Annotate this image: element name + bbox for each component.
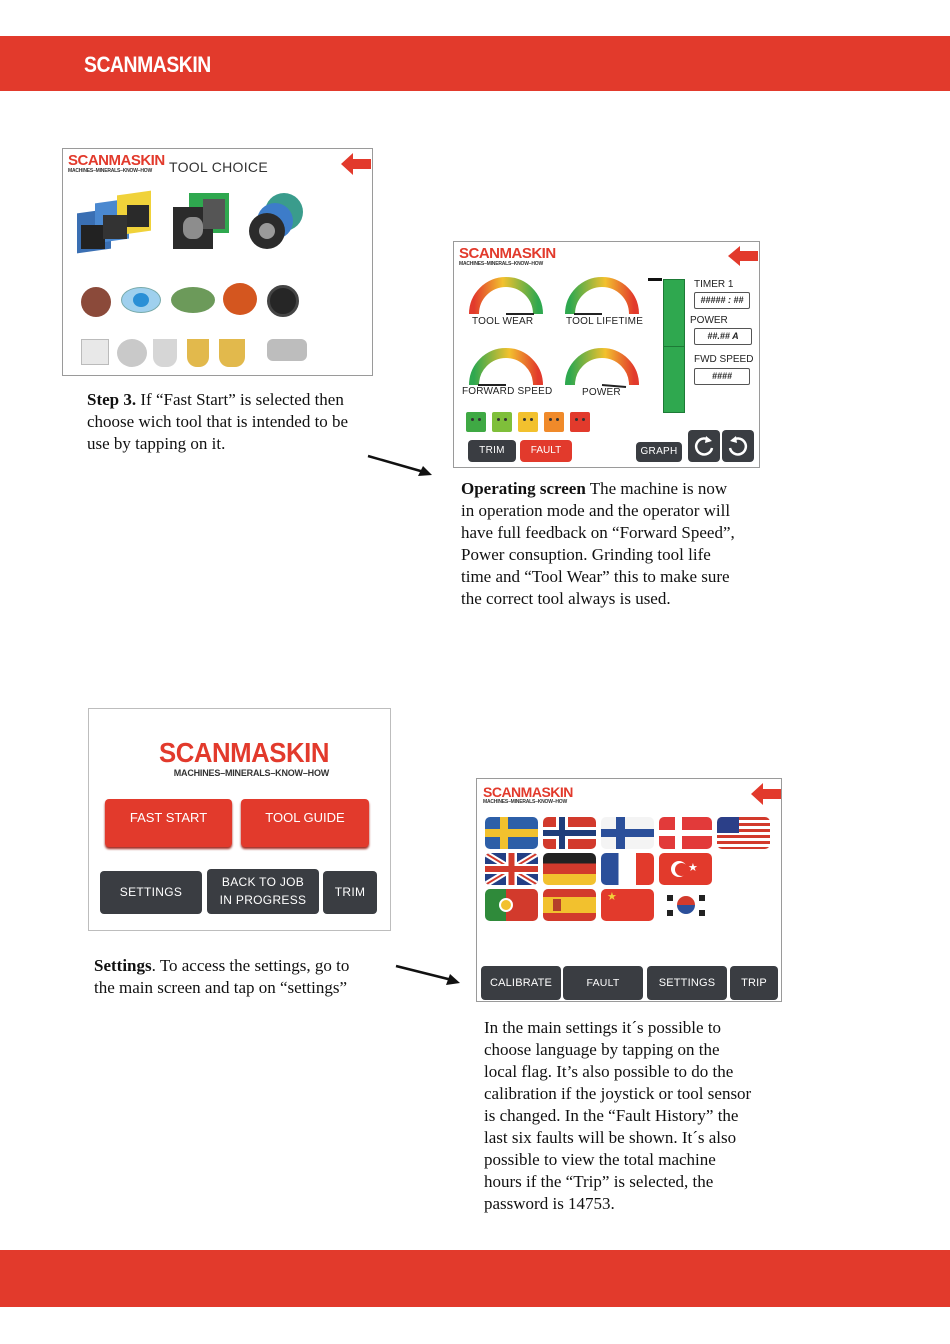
reset-icon bbox=[722, 430, 754, 462]
status-face-5[interactable] bbox=[570, 412, 590, 432]
graph-button[interactable]: GRAPH bbox=[636, 442, 682, 462]
tool-pad-black[interactable] bbox=[267, 285, 299, 317]
status-face-3[interactable] bbox=[518, 412, 538, 432]
level-marker bbox=[648, 278, 662, 281]
tool-choice-screen bbox=[62, 148, 373, 376]
flag-spain[interactable] bbox=[543, 889, 596, 921]
flag-south-korea[interactable] bbox=[659, 889, 712, 921]
flag-sweden[interactable] bbox=[485, 817, 538, 849]
refresh-icon bbox=[688, 430, 720, 462]
gauge-label-tool-wear: TOOL WEAR bbox=[472, 316, 534, 327]
flag-turkey[interactable]: ★ bbox=[659, 853, 712, 885]
back-arrow-icon[interactable] bbox=[751, 783, 781, 805]
trim-button[interactable]: TRIM bbox=[468, 440, 516, 462]
operating-screen bbox=[453, 241, 760, 468]
flag-norway[interactable] bbox=[543, 817, 596, 849]
logo: SCANMASKIN MACHINES–MINERALS–KNOW–HOW bbox=[159, 737, 330, 778]
trim-button[interactable]: TRIM bbox=[323, 871, 377, 914]
tool-pad-brown[interactable] bbox=[81, 287, 111, 317]
tool-pad-blue-center bbox=[133, 293, 149, 307]
timer-field: ##### : ## bbox=[694, 292, 750, 309]
back-to-job-line-2: IN PROGRESS bbox=[219, 893, 307, 907]
back-arrow-icon[interactable] bbox=[341, 153, 371, 175]
logo: SCANMASKIN MACHINES–MINERALS–KNOW–HOW bbox=[483, 784, 573, 805]
settings-button[interactable]: SETTINGS bbox=[647, 966, 727, 1000]
tool-segment-set-1[interactable] bbox=[77, 191, 157, 253]
tool-choice-caption: Step 3. If “Fast Start” is selected then choose wich tool that is intended to be use by tapping on it. bbox=[87, 390, 349, 453]
flag-germany[interactable] bbox=[543, 853, 596, 885]
tool-puck-grey[interactable] bbox=[117, 339, 147, 367]
tool-holder-grey[interactable] bbox=[153, 339, 177, 367]
flag-uk[interactable] bbox=[485, 853, 538, 885]
gauge-tool-lifetime bbox=[564, 276, 640, 318]
gauge-tool-wear bbox=[468, 276, 544, 318]
fault-history-button[interactable]: FAULT bbox=[563, 966, 643, 1000]
tool-adapter-silver[interactable] bbox=[267, 339, 307, 361]
tool-holder-gold-1[interactable] bbox=[187, 339, 209, 367]
logo: SCANMASKIN MACHINES–MINERALS–KNOW–HOW bbox=[68, 152, 165, 174]
status-face-4[interactable] bbox=[544, 412, 564, 432]
pointer-arrow-1 bbox=[366, 452, 434, 478]
timer-label: TIMER 1 bbox=[694, 279, 734, 290]
footer-band bbox=[0, 1250, 950, 1307]
level-bar-divider bbox=[664, 346, 684, 347]
flag-portugal[interactable] bbox=[485, 889, 538, 921]
back-to-job-button[interactable] bbox=[207, 869, 319, 914]
gauge-label-power: POWER bbox=[582, 387, 621, 398]
fwd-speed-field: #### bbox=[694, 368, 750, 385]
refresh-button[interactable] bbox=[688, 430, 720, 462]
status-face-1[interactable] bbox=[466, 412, 486, 432]
status-face-2[interactable] bbox=[492, 412, 512, 432]
main-menu-screen bbox=[88, 708, 391, 931]
back-to-job-line-1: BACK TO JOB bbox=[221, 875, 305, 889]
reset-button[interactable] bbox=[722, 430, 754, 462]
settings-caption: Settings. To access the settings, go to the main screen and tap on “settings” bbox=[94, 956, 350, 997]
header-brand: SCANMASKIN bbox=[84, 52, 211, 77]
flag-denmark[interactable] bbox=[659, 817, 712, 849]
tool-guide-button[interactable]: TOOL GUIDE bbox=[241, 799, 369, 847]
gauge-power bbox=[564, 347, 640, 389]
operating-caption: Operating screen The machine is now in operation mode and the operator will have full feedback on “Forward Speed”, Power consuption. Grinding tool life time and “Tool Wear” this to make sure the correct tool always is used. bbox=[461, 479, 735, 608]
fast-start-button[interactable]: FAST START bbox=[105, 799, 232, 847]
fault-button[interactable]: FAULT bbox=[520, 440, 572, 462]
back-arrow-icon[interactable] bbox=[728, 246, 758, 266]
gauge-forward-speed bbox=[468, 347, 544, 389]
power-field: ##.## A bbox=[694, 328, 752, 345]
pointer-arrow-2 bbox=[394, 962, 462, 988]
tool-pad-orange[interactable] bbox=[223, 283, 257, 315]
flag-finland[interactable] bbox=[601, 817, 654, 849]
tool-segment-set-2[interactable] bbox=[169, 191, 235, 253]
gauge-label-tool-lifetime: TOOL LIFETIME bbox=[566, 316, 644, 327]
settings-screen-caption: In the main settings it´s possible to choose language by tapping on the local flag. It’s also possible to do the calibration if the joystick or tool sensor is changed. In the “Fault History” the last six faults will be shown. It´s also possible to view the total machine hours if the “Trip” is selected, the password is 14753. bbox=[484, 1018, 752, 1213]
flag-china[interactable]: ★ bbox=[601, 889, 654, 921]
tool-disc-set[interactable] bbox=[247, 191, 307, 253]
tool-pad-green[interactable] bbox=[171, 287, 215, 313]
gauge-label-forward-speed: FORWARD SPEED bbox=[462, 386, 553, 397]
settings-screen bbox=[476, 778, 782, 1002]
tool-plate-white[interactable] bbox=[81, 339, 109, 365]
tool-holder-gold-2[interactable] bbox=[219, 339, 245, 367]
screen-title: TOOL CHOICE bbox=[169, 159, 268, 175]
calibrate-button[interactable]: CALIBRATE bbox=[481, 966, 561, 1000]
power-label: POWER bbox=[690, 315, 728, 326]
logo: SCANMASKIN MACHINES–MINERALS–KNOW–HOW bbox=[459, 245, 556, 267]
flag-france[interactable] bbox=[601, 853, 654, 885]
settings-button[interactable]: SETTINGS bbox=[100, 871, 202, 914]
trip-button[interactable]: TRIP bbox=[730, 966, 778, 1000]
fwd-speed-label: FWD SPEED bbox=[694, 354, 754, 365]
flag-usa[interactable] bbox=[717, 817, 770, 849]
